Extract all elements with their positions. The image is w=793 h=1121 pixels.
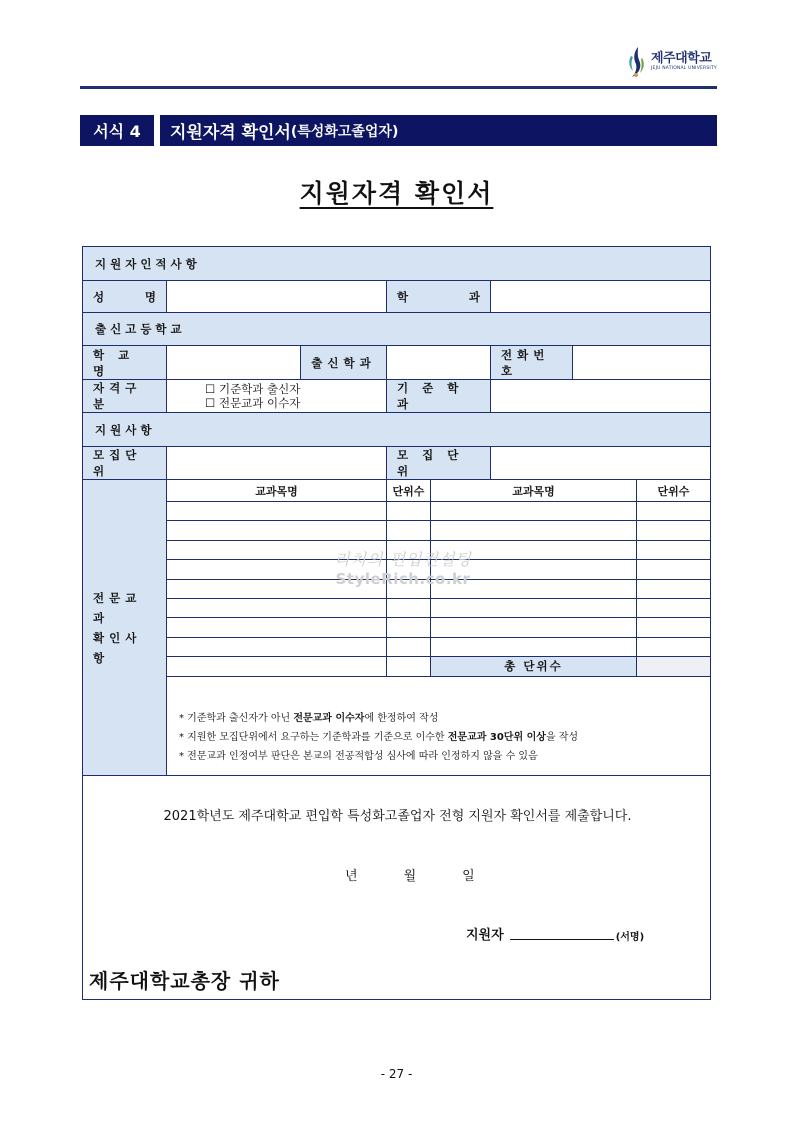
base-dept-field[interactable] [491, 380, 710, 413]
course-units-cell[interactable] [637, 618, 710, 637]
course-name-cell[interactable] [167, 638, 387, 657]
note-2-text: * 지원한 모집단위에서 요구하는 기준학과를 기준으로 이수한 [179, 732, 448, 743]
school-name-label: 학 교 명 [83, 346, 167, 380]
course-units-cell[interactable] [637, 599, 710, 618]
course-name-cell[interactable] [431, 580, 637, 599]
course-header-name-2: 교과목명 [431, 480, 637, 502]
course-name-cell[interactable] [431, 502, 637, 521]
course-header-units-2: 단위수 [637, 480, 710, 502]
course-name-cell[interactable] [431, 541, 637, 560]
unit-field-2[interactable] [491, 447, 710, 480]
note-item [179, 728, 578, 747]
course-units-cell[interactable] [387, 580, 431, 599]
course-units-cell[interactable] [387, 638, 431, 657]
course-units-cell[interactable] [387, 521, 431, 540]
course-name-cell[interactable] [167, 657, 387, 676]
form-title-subtitle: (특성화고졸업자) [290, 123, 399, 140]
addressee: 제주대학교총장 귀하 [89, 969, 280, 993]
dept-label-part2: 과 [468, 289, 480, 304]
phone-field[interactable] [573, 346, 710, 380]
note-1-bold: 전문교과 이수자 [293, 713, 365, 724]
dept-label-part1: 학 [397, 289, 409, 304]
note-item [179, 747, 578, 766]
course-units-cell[interactable] [637, 638, 710, 657]
course-name-cell[interactable] [431, 638, 637, 657]
document-title-text: 지원자격 확인서 [299, 179, 494, 208]
course-name-cell[interactable] [167, 521, 387, 540]
course-units-cell[interactable] [387, 657, 431, 676]
phone-label: 전화번호 [491, 346, 573, 380]
note-item [179, 709, 578, 728]
note-1-end: 에 한정하여 작성 [364, 713, 439, 724]
section-personal-info: 지원자인적사항 [83, 247, 710, 281]
dept-label [387, 281, 491, 313]
qualification-options [167, 380, 387, 413]
watermark-line2: StyleRich.co.kr [335, 570, 471, 588]
course-header-units-1: 단위수 [387, 480, 431, 502]
course-name-cell[interactable] [431, 521, 637, 540]
unit-label: 모집단위 [83, 447, 167, 480]
courses-label [83, 480, 167, 776]
course-name-cell[interactable] [431, 560, 637, 579]
unit-field[interactable] [167, 447, 387, 480]
course-units-cell[interactable] [637, 502, 710, 521]
major-field[interactable] [387, 346, 491, 380]
major-label: 출신학과 [301, 346, 387, 380]
form-title-bar [80, 115, 717, 146]
course-units-cell[interactable] [387, 541, 431, 560]
course-units-cell[interactable] [387, 502, 431, 521]
note-2-end: 을 작성 [545, 732, 579, 743]
date-month: 월 [403, 869, 417, 884]
note-2-bold: 전문교과 30단위 이상 [447, 732, 546, 743]
note-1-text: * 기준학과 출신자가 아닌 [179, 713, 294, 724]
page-number: - 27 - [380, 1067, 413, 1081]
course-header-name-1: 교과목명 [167, 480, 387, 502]
university-logo [624, 46, 717, 78]
course-units-cell[interactable] [637, 541, 710, 560]
note-3-text: * 전문교과 인정여부 판단은 본교의 전공적합성 심사에 따라 인정하지 않을 수 있음 [179, 751, 538, 762]
course-name-cell[interactable] [431, 618, 637, 637]
watermark-line1: 리치의 편입컨설팅 [334, 550, 472, 569]
course-name-cell[interactable] [167, 580, 387, 599]
checkbox-base-dept-graduate[interactable]: ☐ 기준학과 출신자 [205, 382, 301, 396]
course-name-cell[interactable] [167, 618, 387, 637]
course-units-cell[interactable] [637, 560, 710, 579]
section-high-school: 출신고등학교 [83, 313, 710, 346]
applicant-signature [466, 924, 644, 943]
course-name-cell[interactable] [167, 560, 387, 579]
declaration-text: 2021학년도 제주대학교 편입학 특성화고졸업자 전형 지원자 확인서를 제출합니다. [163, 809, 632, 824]
applicant-label: 지원자 [466, 928, 504, 943]
course-units-cell[interactable] [637, 521, 710, 540]
name-label [83, 281, 167, 313]
logo-name-ko: 제주대학교 [651, 51, 712, 66]
document-title [0, 174, 793, 210]
total-units-label: 총 단위수 [431, 657, 637, 676]
course-name-cell[interactable] [167, 599, 387, 618]
form-title-text: 지원자격 확인서 [170, 123, 291, 143]
base-dept-label: 기 준 학 과 [387, 380, 491, 413]
header-rule [80, 86, 717, 89]
notes [179, 709, 578, 766]
courses-label-line1: 전문교과 [93, 590, 142, 625]
dept-field[interactable] [491, 281, 710, 313]
logo-name-en: JEJU NATIONAL UNIVERSITY [651, 66, 717, 71]
course-name-cell[interactable] [167, 541, 387, 560]
form-title [160, 115, 717, 146]
sign-label: (서명) [615, 932, 645, 943]
course-units-cell[interactable] [637, 580, 710, 599]
signature-line[interactable] [510, 927, 614, 940]
date-row [345, 865, 475, 884]
course-units-cell[interactable] [387, 618, 431, 637]
qualification-form [82, 246, 711, 1000]
unit-label-2: 모 집 단 위 [387, 447, 491, 480]
checkbox-specialized-course[interactable]: ☐ 전문교과 이수자 [205, 396, 301, 410]
qualification-label: 자격구분 [83, 380, 167, 413]
course-name-cell[interactable] [431, 599, 637, 618]
university-emblem-icon [624, 46, 648, 78]
course-name-cell[interactable] [167, 502, 387, 521]
total-units-field[interactable] [637, 657, 710, 676]
name-field[interactable] [167, 281, 387, 313]
course-units-cell[interactable] [387, 560, 431, 579]
courses-label-line2: 확인사항 [93, 630, 142, 665]
name-label-part2: 명 [144, 289, 156, 304]
school-name-field[interactable] [167, 346, 301, 380]
name-label-part1: 성 [93, 289, 105, 304]
date-day: 일 [462, 869, 475, 884]
date-year: 년 [345, 869, 358, 884]
form-number: 서식 4 [80, 115, 154, 146]
course-units-cell[interactable] [387, 599, 431, 618]
section-application: 지원사항 [83, 413, 710, 447]
